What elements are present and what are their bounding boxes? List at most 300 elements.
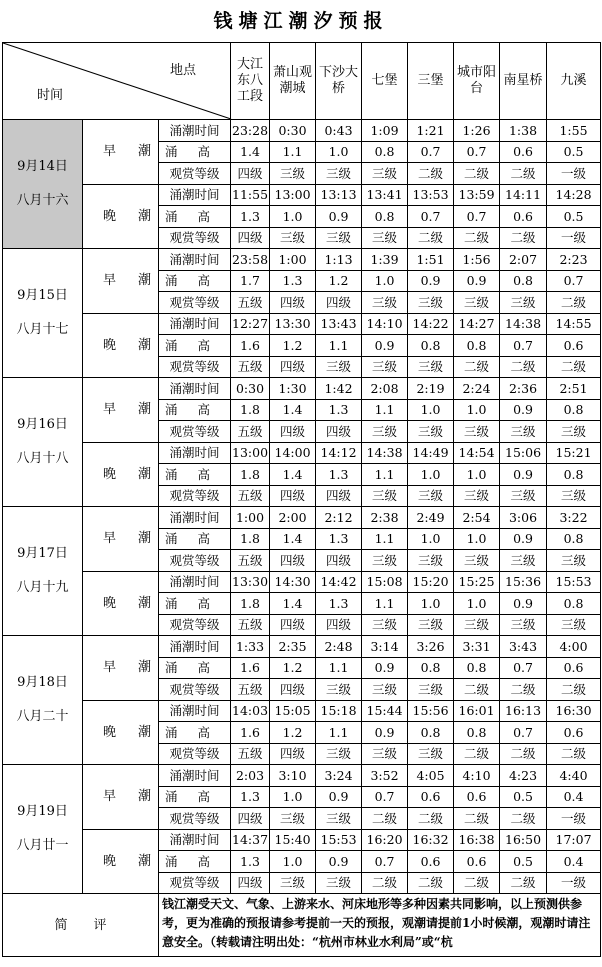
value-cell: 0.8 — [362, 206, 408, 228]
value-cell: 三级 — [547, 485, 601, 507]
value-cell: 13:13 — [316, 184, 362, 206]
value-cell: 0.6 — [408, 786, 454, 808]
value-cell: 三级 — [316, 679, 362, 701]
value-cell: 15:06 — [500, 442, 547, 464]
value-cell: 三级 — [547, 421, 601, 443]
value-cell: 14:28 — [547, 184, 601, 206]
footer-label: 简评 — [3, 894, 159, 957]
metric-label: 观赏等级 — [159, 614, 231, 636]
value-cell: 二级 — [500, 163, 547, 185]
value-cell: 16:38 — [454, 829, 500, 851]
date-cell — [3, 378, 83, 507]
value-cell: 14:55 — [547, 313, 601, 335]
value-cell: 1.0 — [408, 593, 454, 615]
value-cell: 三级 — [454, 614, 500, 636]
value-cell: 1.0 — [270, 786, 316, 808]
metric-label: 涌潮时间 — [159, 765, 231, 787]
value-cell: 2:49 — [408, 507, 454, 529]
value-cell: 0.6 — [547, 722, 601, 744]
value-cell: 二级 — [454, 227, 500, 249]
value-cell: 三级 — [362, 227, 408, 249]
value-cell: 1.0 — [454, 593, 500, 615]
metric-label: 观赏等级 — [159, 808, 231, 830]
metric-label: 涌潮时间 — [159, 636, 231, 658]
value-cell: 二级 — [408, 872, 454, 894]
value-cell: 1:30 — [270, 378, 316, 400]
value-cell: 一级 — [547, 163, 601, 185]
value-cell: 13:30 — [270, 313, 316, 335]
evening-tide-label: 晚潮 — [83, 700, 159, 765]
metric-label: 涌高 — [159, 722, 231, 744]
value-cell: 三级 — [408, 550, 454, 572]
value-cell: 15:21 — [547, 442, 601, 464]
value-cell: 0.9 — [362, 657, 408, 679]
value-cell: 四级 — [270, 485, 316, 507]
value-cell: 14:38 — [500, 313, 547, 335]
value-cell: 五级 — [231, 550, 270, 572]
value-cell: 三级 — [547, 614, 601, 636]
value-cell: 三级 — [362, 356, 408, 378]
value-cell: 2:00 — [270, 507, 316, 529]
value-cell: 0.8 — [547, 464, 601, 486]
value-cell: 三级 — [454, 550, 500, 572]
value-cell: 二级 — [454, 679, 500, 701]
value-cell: 2:23 — [547, 249, 601, 271]
value-cell: 1.0 — [454, 528, 500, 550]
value-cell: 2:35 — [270, 636, 316, 658]
value-cell: 1:21 — [408, 120, 454, 142]
value-cell: 4:23 — [500, 765, 547, 787]
value-cell: 13:00 — [231, 442, 270, 464]
value-cell: 四级 — [270, 550, 316, 572]
value-cell: 1.3 — [231, 786, 270, 808]
value-cell: 4:10 — [454, 765, 500, 787]
value-cell: 三级 — [316, 227, 362, 249]
date-cell — [3, 249, 83, 378]
value-cell: 13:00 — [270, 184, 316, 206]
value-cell: 0.7 — [362, 786, 408, 808]
date-cell — [3, 507, 83, 636]
value-cell: 0:30 — [270, 120, 316, 142]
value-cell: 0.8 — [547, 528, 601, 550]
value-cell: 二级 — [500, 679, 547, 701]
location-header: 三堡 — [408, 43, 454, 120]
value-cell: 1.8 — [231, 528, 270, 550]
table-row — [3, 636, 601, 658]
value-cell: 四级 — [270, 356, 316, 378]
value-cell: 0.7 — [408, 141, 454, 163]
value-cell: 2:19 — [408, 378, 454, 400]
location-header: 城市阳台 — [454, 43, 500, 120]
value-cell: 1.8 — [231, 593, 270, 615]
value-cell: 二级 — [454, 743, 500, 765]
metric-label: 观赏等级 — [159, 550, 231, 572]
diagonal-divider — [3, 43, 231, 119]
value-cell: 0.9 — [500, 593, 547, 615]
value-cell: 0.8 — [500, 270, 547, 292]
value-cell: 0.8 — [547, 399, 601, 421]
header-row — [3, 43, 601, 120]
metric-label: 观赏等级 — [159, 292, 231, 314]
value-cell: 1.2 — [270, 722, 316, 744]
value-cell: 1.3 — [270, 270, 316, 292]
table-row — [3, 184, 601, 206]
value-cell: 14:30 — [270, 571, 316, 593]
value-cell: 0.7 — [500, 657, 547, 679]
morning-tide-label: 早潮 — [83, 120, 159, 185]
date-cell — [3, 120, 83, 249]
metric-label: 观赏等级 — [159, 485, 231, 507]
value-cell: 1.0 — [408, 528, 454, 550]
value-cell: 14:42 — [316, 571, 362, 593]
value-cell: 1.6 — [231, 657, 270, 679]
value-cell: 0.8 — [362, 141, 408, 163]
metric-label: 涌潮时间 — [159, 700, 231, 722]
value-cell: 四级 — [270, 679, 316, 701]
metric-label: 涌潮时间 — [159, 120, 231, 142]
value-cell: 1:00 — [270, 249, 316, 271]
metric-label: 涌潮时间 — [159, 571, 231, 593]
value-cell: 0.9 — [316, 786, 362, 808]
value-cell: 0.7 — [454, 206, 500, 228]
table-row — [3, 313, 601, 335]
value-cell: 1.0 — [270, 851, 316, 873]
metric-label: 涌高 — [159, 399, 231, 421]
value-cell: 四级 — [316, 614, 362, 636]
value-cell: 4:05 — [408, 765, 454, 787]
value-cell: 1.4 — [270, 464, 316, 486]
value-cell: 2:03 — [231, 765, 270, 787]
morning-tide-label: 早潮 — [83, 765, 159, 830]
value-cell: 0.9 — [408, 270, 454, 292]
evening-tide-label: 晚潮 — [83, 184, 159, 249]
value-cell: 1.1 — [270, 141, 316, 163]
value-cell: 16:01 — [454, 700, 500, 722]
value-cell: 0.7 — [547, 270, 601, 292]
value-cell: 0.9 — [316, 206, 362, 228]
value-cell: 17:07 — [547, 829, 601, 851]
metric-label: 观赏等级 — [159, 227, 231, 249]
value-cell: 二级 — [500, 872, 547, 894]
morning-tide-label: 早潮 — [83, 507, 159, 572]
value-cell: 23:28 — [231, 120, 270, 142]
value-cell: 15:53 — [316, 829, 362, 851]
value-cell: 三级 — [408, 292, 454, 314]
value-cell: 四级 — [270, 292, 316, 314]
value-cell: 三级 — [408, 743, 454, 765]
value-cell: 4:40 — [547, 765, 601, 787]
location-header: 七堡 — [362, 43, 408, 120]
value-cell: 三级 — [316, 356, 362, 378]
value-cell: 0.9 — [362, 722, 408, 744]
value-cell: 0.9 — [500, 464, 547, 486]
value-cell: 14:10 — [362, 313, 408, 335]
evening-tide-label: 晚潮 — [83, 571, 159, 636]
value-cell: 1.0 — [454, 464, 500, 486]
value-cell: 15:44 — [362, 700, 408, 722]
solar-date: 9月14日 — [17, 159, 68, 174]
evening-tide-label: 晚潮 — [83, 442, 159, 507]
value-cell: 16:50 — [500, 829, 547, 851]
value-cell: 1.2 — [316, 270, 362, 292]
value-cell: 四级 — [231, 808, 270, 830]
metric-label: 涌潮时间 — [159, 507, 231, 529]
value-cell: 0.7 — [500, 335, 547, 357]
date-cell — [3, 765, 83, 894]
value-cell: 2:12 — [316, 507, 362, 529]
value-cell: 3:24 — [316, 765, 362, 787]
value-cell: 14:11 — [500, 184, 547, 206]
value-cell: 4:00 — [547, 636, 601, 658]
value-cell: 二级 — [454, 872, 500, 894]
value-cell: 四级 — [270, 614, 316, 636]
metric-label: 观赏等级 — [159, 872, 231, 894]
value-cell: 二级 — [454, 163, 500, 185]
value-cell: 0.6 — [547, 657, 601, 679]
value-cell: 2:08 — [362, 378, 408, 400]
table-row — [3, 700, 601, 722]
value-cell: 1.4 — [231, 141, 270, 163]
value-cell: 15:53 — [547, 571, 601, 593]
value-cell: 0.7 — [500, 722, 547, 744]
value-cell: 三级 — [270, 227, 316, 249]
value-cell: 12:27 — [231, 313, 270, 335]
value-cell: 0.5 — [547, 141, 601, 163]
value-cell: 0.4 — [547, 851, 601, 873]
value-cell: 0.6 — [454, 786, 500, 808]
value-cell: 0.7 — [408, 206, 454, 228]
value-cell: 三级 — [408, 421, 454, 443]
value-cell: 二级 — [500, 743, 547, 765]
value-cell: 1.0 — [270, 206, 316, 228]
value-cell: 四级 — [270, 421, 316, 443]
value-cell: 三级 — [454, 421, 500, 443]
metric-label: 涌潮时间 — [159, 378, 231, 400]
table-row — [3, 829, 601, 851]
table-row — [3, 120, 601, 142]
footer-text: 钱江潮受天文、气象、上游来水、河床地形等多种因素共同影响，以上预测供参考，更为准确的预报请参考提前一天的预报，观潮请提前1小时候潮，观潮时请注意安全。（转载请注明出处：“杭州市林业水利局”或“杭 — [159, 894, 601, 957]
value-cell: 三级 — [408, 614, 454, 636]
value-cell: 三级 — [362, 163, 408, 185]
value-cell: 15:18 — [316, 700, 362, 722]
value-cell: 四级 — [316, 485, 362, 507]
value-cell: 0.8 — [408, 657, 454, 679]
value-cell: 15:05 — [270, 700, 316, 722]
value-cell: 四级 — [231, 163, 270, 185]
value-cell: 1.0 — [408, 399, 454, 421]
value-cell: 三级 — [270, 808, 316, 830]
value-cell: 五级 — [231, 292, 270, 314]
metric-label: 涌潮时间 — [159, 829, 231, 851]
table-row — [3, 378, 601, 400]
metric-label: 涌潮时间 — [159, 313, 231, 335]
metric-label: 涌高 — [159, 335, 231, 357]
value-cell: 0:30 — [231, 378, 270, 400]
value-cell: 二级 — [454, 356, 500, 378]
table-row — [3, 571, 601, 593]
lunar-date: 八月廿一 — [16, 838, 69, 853]
table-row — [3, 765, 601, 787]
value-cell: 五级 — [231, 743, 270, 765]
value-cell: 0.6 — [454, 851, 500, 873]
value-cell: 二级 — [454, 808, 500, 830]
value-cell: 15:56 — [408, 700, 454, 722]
value-cell: 1:39 — [362, 249, 408, 271]
value-cell: 四级 — [316, 292, 362, 314]
evening-tide-label: 晚潮 — [83, 829, 159, 894]
value-cell: 1:09 — [362, 120, 408, 142]
value-cell: 三级 — [362, 614, 408, 636]
value-cell: 1.0 — [316, 141, 362, 163]
value-cell: 1.2 — [270, 335, 316, 357]
value-cell: 三级 — [500, 485, 547, 507]
metric-label: 涌高 — [159, 141, 231, 163]
value-cell: 0.8 — [408, 722, 454, 744]
metric-label: 涌潮时间 — [159, 249, 231, 271]
value-cell: 二级 — [547, 679, 601, 701]
value-cell: 三级 — [408, 485, 454, 507]
value-cell: 1.1 — [316, 657, 362, 679]
location-header: 萧山观潮城 — [270, 43, 316, 120]
value-cell: 四级 — [231, 227, 270, 249]
value-cell: 15:40 — [270, 829, 316, 851]
value-cell: 五级 — [231, 679, 270, 701]
value-cell: 三级 — [362, 421, 408, 443]
solar-date: 9月15日 — [17, 288, 68, 303]
metric-label: 涌高 — [159, 851, 231, 873]
value-cell: 16:20 — [362, 829, 408, 851]
value-cell: 0.5 — [500, 786, 547, 808]
tide-forecast-table — [2, 42, 601, 957]
value-cell: 13:43 — [316, 313, 362, 335]
value-cell: 二级 — [547, 292, 601, 314]
value-cell: 一级 — [547, 872, 601, 894]
location-header: 大江东八工段 — [231, 43, 270, 120]
value-cell: 1:56 — [454, 249, 500, 271]
value-cell: 0.6 — [500, 206, 547, 228]
value-cell: 1.3 — [231, 206, 270, 228]
value-cell: 0.8 — [408, 335, 454, 357]
value-cell: 1.1 — [362, 399, 408, 421]
location-header: 下沙大桥 — [316, 43, 362, 120]
value-cell: 0.5 — [547, 206, 601, 228]
value-cell: 三级 — [454, 292, 500, 314]
value-cell: 3:52 — [362, 765, 408, 787]
value-cell: 1:55 — [547, 120, 601, 142]
value-cell: 16:30 — [547, 700, 601, 722]
value-cell: 二级 — [547, 356, 601, 378]
value-cell: 13:53 — [408, 184, 454, 206]
value-cell: 三级 — [362, 550, 408, 572]
value-cell: 五级 — [231, 421, 270, 443]
value-cell: 1.4 — [270, 528, 316, 550]
corner-header-cell — [3, 43, 231, 120]
value-cell: 五级 — [231, 485, 270, 507]
value-cell: 0.9 — [362, 335, 408, 357]
value-cell: 三级 — [500, 550, 547, 572]
table-row — [3, 442, 601, 464]
value-cell: 15:20 — [408, 571, 454, 593]
value-cell: 二级 — [408, 163, 454, 185]
value-cell: 三级 — [362, 679, 408, 701]
value-cell: 1:13 — [316, 249, 362, 271]
value-cell: 23:58 — [231, 249, 270, 271]
metric-label: 涌高 — [159, 528, 231, 550]
value-cell: 14:00 — [270, 442, 316, 464]
value-cell: 五级 — [231, 356, 270, 378]
value-cell: 1.0 — [362, 270, 408, 292]
morning-tide-label: 早潮 — [83, 249, 159, 314]
value-cell: 1.1 — [316, 335, 362, 357]
value-cell: 1.3 — [316, 399, 362, 421]
time-axis-label: 时间 — [37, 88, 64, 103]
value-cell: 1:00 — [231, 507, 270, 529]
value-cell: 14:12 — [316, 442, 362, 464]
morning-tide-label: 早潮 — [83, 636, 159, 701]
footer-row — [3, 894, 601, 957]
value-cell: 3:22 — [547, 507, 601, 529]
value-cell: 0.6 — [547, 335, 601, 357]
value-cell: 2:48 — [316, 636, 362, 658]
value-cell: 13:59 — [454, 184, 500, 206]
metric-label: 涌高 — [159, 464, 231, 486]
value-cell: 1.3 — [316, 464, 362, 486]
value-cell: 三级 — [547, 550, 601, 572]
location-header: 南星桥 — [500, 43, 547, 120]
value-cell: 3:31 — [454, 636, 500, 658]
value-cell: 15:25 — [454, 571, 500, 593]
value-cell: 二级 — [547, 743, 601, 765]
lunar-date: 八月十九 — [16, 580, 69, 595]
value-cell: 13:30 — [231, 571, 270, 593]
value-cell: 14:03 — [231, 700, 270, 722]
value-cell: 0.9 — [500, 528, 547, 550]
page-title: 钱塘江潮汐预报 — [213, 10, 389, 32]
value-cell: 1.2 — [270, 657, 316, 679]
value-cell: 0.8 — [454, 657, 500, 679]
value-cell: 五级 — [231, 614, 270, 636]
value-cell: 二级 — [500, 356, 547, 378]
value-cell: 三级 — [316, 808, 362, 830]
lunar-date: 八月十六 — [16, 193, 69, 208]
value-cell: 三级 — [500, 292, 547, 314]
value-cell: 1.1 — [362, 528, 408, 550]
value-cell: 0.7 — [454, 141, 500, 163]
value-cell: 0.7 — [362, 851, 408, 873]
value-cell: 1.1 — [362, 464, 408, 486]
value-cell: 四级 — [231, 872, 270, 894]
table-row — [3, 249, 601, 271]
value-cell: 2:36 — [500, 378, 547, 400]
lunar-date: 八月二十 — [16, 709, 69, 724]
metric-label: 涌高 — [159, 786, 231, 808]
value-cell: 三级 — [270, 163, 316, 185]
table-row — [3, 507, 601, 529]
value-cell: 3:26 — [408, 636, 454, 658]
value-cell: 2:38 — [362, 507, 408, 529]
value-cell: 0.6 — [500, 141, 547, 163]
value-cell: 14:37 — [231, 829, 270, 851]
solar-date: 9月17日 — [17, 546, 68, 561]
value-cell: 1.8 — [231, 399, 270, 421]
value-cell: 1.7 — [231, 270, 270, 292]
value-cell: 二级 — [500, 808, 547, 830]
value-cell: 3:10 — [270, 765, 316, 787]
value-cell: 三级 — [316, 743, 362, 765]
value-cell: 四级 — [316, 421, 362, 443]
value-cell: 14:49 — [408, 442, 454, 464]
value-cell: 1:38 — [500, 120, 547, 142]
